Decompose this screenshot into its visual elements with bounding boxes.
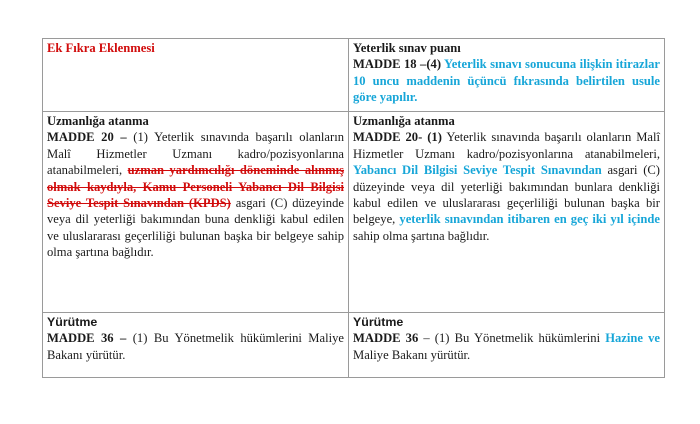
table-cell (43, 39, 349, 112)
article-number: MADDE 36 – (47, 331, 127, 346)
table-cell (349, 313, 665, 378)
added-text: Yeterlik sınavı sonucuna ilişkin itirazlar 10 uncu maddenin üçüncü fıkrasında belirtilen usule göre yapılır. (353, 57, 660, 105)
deleted-text: uzman yardımcılığı döneminde alınmış olmak kaydıyla, Kamu Personeli Yabancı Dil Bilgisi Seviye Tespit Sınavından (KPDS) (47, 163, 345, 211)
section-title: Yürütme (353, 315, 404, 329)
article-text: – (1) Bu Yönetmelik hükümlerini (418, 331, 606, 346)
article-text: (1) Bu Yönetmelik hükümlerini Maliye Bakanı yürütür. (47, 331, 344, 362)
article-text: Yeterlik sınavında başarılı olanların Malî Hizmetler Uzmanı kadro/pozisyonlarına atanabilmeleri, (353, 130, 661, 161)
article-number: MADDE 20 – (47, 130, 127, 145)
article-number: MADDE 36 (353, 331, 419, 346)
added-text: yeterlik sınavından itibaren en geç iki yıl içinde (399, 212, 660, 227)
article-number: MADDE 20- (1) (353, 130, 442, 145)
section-title: Ek Fıkra Eklenmesi (47, 41, 155, 55)
section-title: Uzmanlığa atanma (353, 114, 455, 128)
added-text: Hazine ve (605, 331, 660, 346)
section-title: Yeterlik sınav puanı (353, 41, 461, 55)
article-text: asgari (C) düzeyinde veya dil yeterliği bakımından buna denkliği kabul edilen ve uluslararası geçerliliği bulunan başka bir belgeye sahip olma şartına bağlıdır. (47, 196, 344, 260)
table-row (43, 313, 665, 378)
article-text: (1) Yeterlik sınavında başarılı olanların Malî Hizmetler Uzmanı kadro/pozisyonlarına atanabilmeleri, (47, 130, 344, 178)
table-cell (43, 112, 349, 313)
article-text: sahip olma şartına bağlıdır. (353, 228, 490, 243)
article-text: Maliye Bakanı yürütür. (353, 347, 471, 362)
table-cell (349, 112, 665, 313)
table-cell (43, 313, 349, 378)
section-title: Yürütme (47, 315, 98, 329)
article-text: (4) (426, 57, 444, 72)
table-row (43, 112, 665, 313)
added-text: Yabancı Dil Bilgisi Seviye Tespit Sınavından (353, 163, 602, 178)
comparison-table (42, 38, 665, 378)
article-text: asgari (C) düzeyinde veya dil yeterliği bakımından bunlara denkliği kabul edilen ve uluslararası geçerliliği bulunan başka bir belgeye, (353, 163, 660, 227)
table-row (43, 39, 665, 112)
article-number: MADDE 18 – (353, 57, 427, 72)
section-title: Uzmanlığa atanma (47, 114, 149, 128)
table-cell (349, 39, 665, 112)
